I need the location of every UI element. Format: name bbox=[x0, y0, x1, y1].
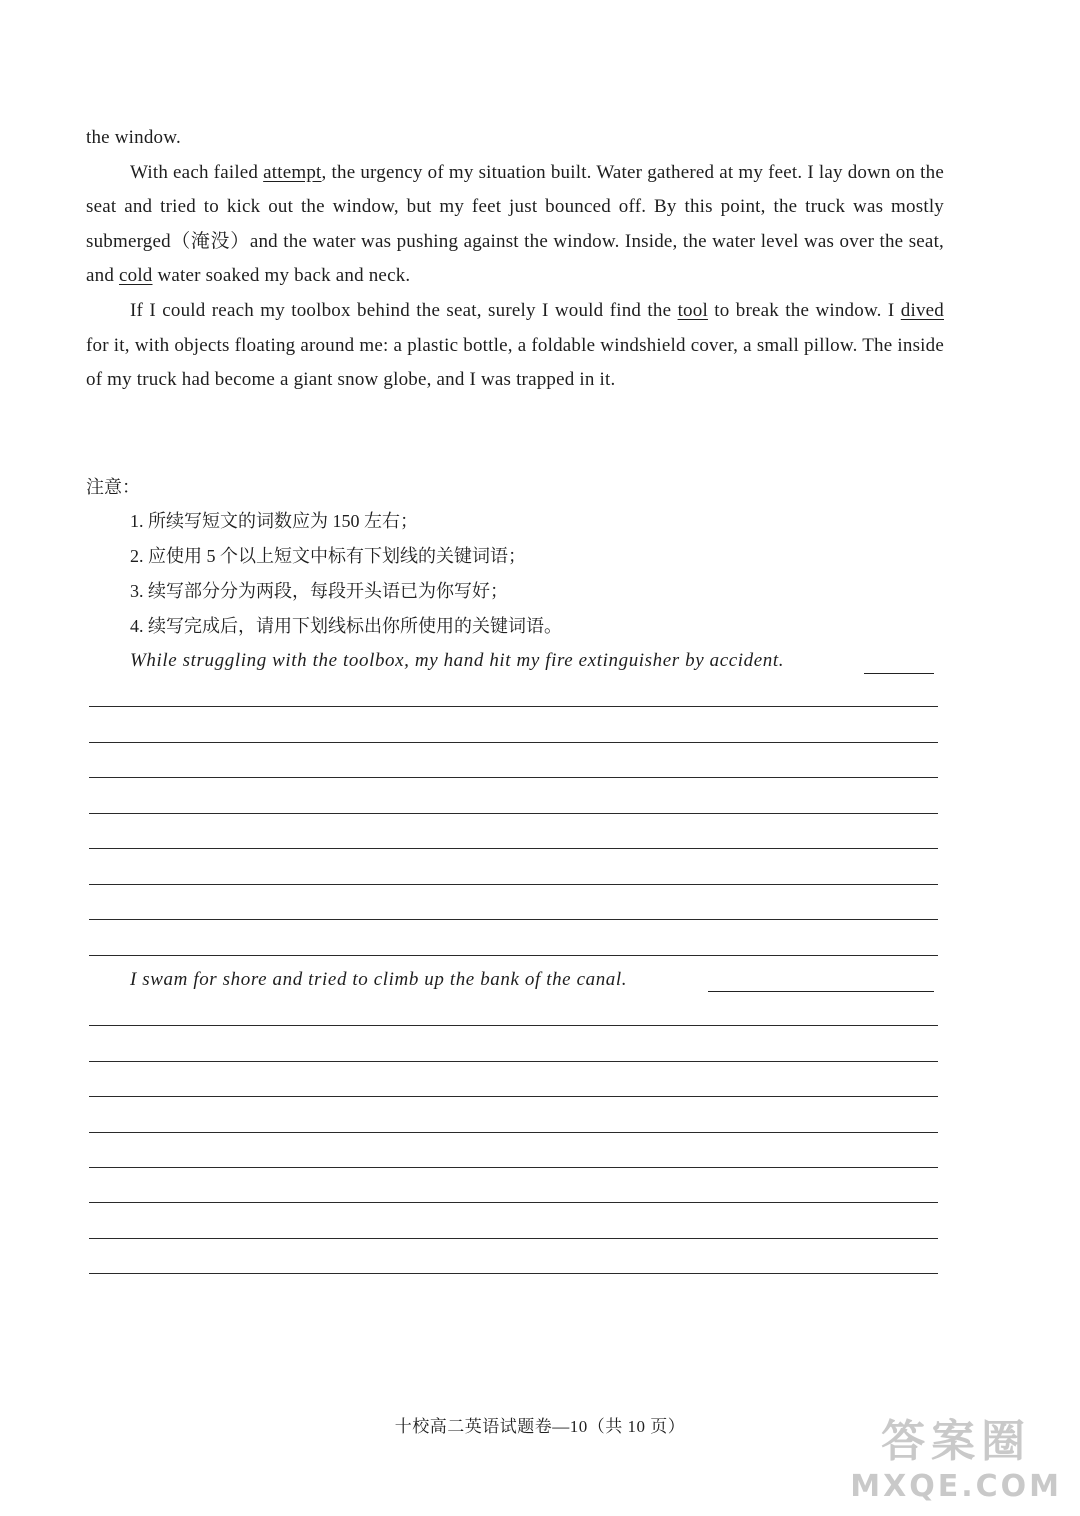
note-item-1: 1. 所续写短文的词数应为 150 左右； bbox=[130, 511, 418, 531]
writing-line[interactable] bbox=[89, 919, 938, 920]
watermark-text-top: 答案圈 bbox=[881, 1416, 1032, 1467]
writing-line[interactable] bbox=[89, 1061, 938, 1062]
prompt-1-blank[interactable] bbox=[864, 673, 934, 674]
watermark-text-bottom: MXQE.COM bbox=[850, 1469, 1062, 1504]
writing-line[interactable] bbox=[89, 706, 938, 707]
writing-line[interactable] bbox=[89, 1202, 938, 1203]
writing-line[interactable] bbox=[89, 1273, 938, 1274]
writing-line[interactable] bbox=[89, 1238, 938, 1239]
note-item-2: 2. 应使用 5 个以上短文中标有下划线的关键词语； bbox=[130, 546, 526, 566]
writing-line[interactable] bbox=[89, 848, 938, 849]
writing-line[interactable] bbox=[89, 777, 938, 778]
keyword-cold: cold bbox=[118, 265, 153, 287]
writing-line[interactable] bbox=[89, 955, 938, 956]
page-footer: 十校高二英语试题卷—10（共 10 页） bbox=[394, 1417, 686, 1436]
keyword-attempt: attempt bbox=[263, 161, 322, 183]
writing-line[interactable] bbox=[89, 1025, 938, 1026]
writing-line[interactable] bbox=[89, 742, 938, 743]
continuation-prompt-2: I swam for shore and tried to climb up the bank of the canal. bbox=[130, 969, 628, 990]
writing-line[interactable] bbox=[89, 1096, 938, 1097]
watermark-logo bbox=[850, 1405, 1062, 1504]
writing-line[interactable] bbox=[89, 1167, 938, 1168]
writing-line[interactable] bbox=[89, 813, 938, 814]
passage-paragraph-0: the window. bbox=[86, 127, 181, 148]
continuation-prompt-1: While struggling with the toolbox, my hand hit my fire extinguisher by accident. bbox=[130, 650, 785, 671]
passage-paragraph-1: With each failed attempt, the urgency of my situation built. Water gathered at my feet. I lay down on the seat and tried to kick out the window, but my feet just bounced off. By this point, the truck was mostly submerged（淹没）and the water was pushing against the window. Inside, the water level was over the seat, and cold water soaked my back and neck. bbox=[86, 161, 944, 287]
passage-paragraph-2: If I could reach my toolbox behind the seat, surely I would find the tool to break the window. I dived for it, with objects floating around me: a plastic bottle, a foldable windshield cover, a small pillow. The inside of my truck had become a giant snow globe, and I was trapped in it. bbox=[86, 299, 944, 391]
keyword-dived: dived bbox=[900, 299, 944, 321]
passage bbox=[86, 121, 944, 398]
writing-line[interactable] bbox=[89, 884, 938, 885]
note-item-4: 4. 续写完成后，请用下划线标出你所使用的关键词语。 bbox=[130, 616, 562, 636]
prompt-2-blank[interactable] bbox=[708, 991, 934, 992]
writing-line[interactable] bbox=[89, 1132, 938, 1133]
notes-title: 注意： bbox=[86, 477, 140, 497]
keyword-tool: tool bbox=[677, 299, 708, 321]
notes-list bbox=[130, 504, 562, 644]
note-item-3: 3. 续写部分分为两段，每段开头语已为你写好； bbox=[130, 581, 508, 601]
